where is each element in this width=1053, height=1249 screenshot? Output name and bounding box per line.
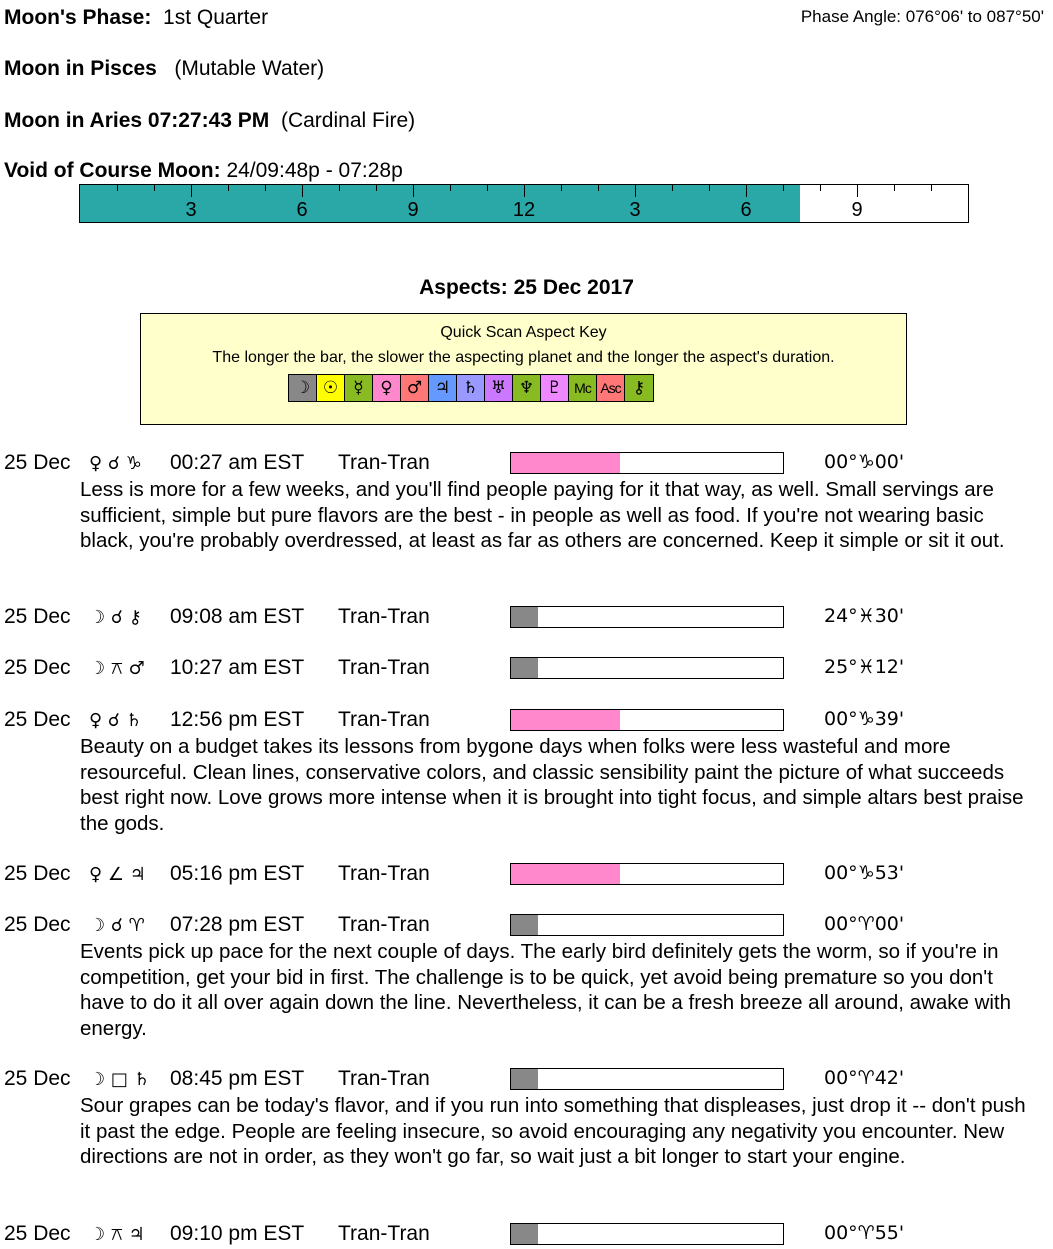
aspect-time: 00:27 am EST [170,451,305,474]
jupiter-icon: ♃ [429,375,457,401]
voc-tick [672,185,673,191]
aspect-degree: 25°♓12' [824,656,905,678]
voc-tick [894,185,895,191]
aspect-duration-bar [510,606,784,628]
aspect-time: 10:27 am EST [170,656,305,679]
aspect-date: 25 Dec [4,656,71,679]
aspect-type: Tran-Tran [338,708,430,731]
uranus-icon: ♅ [485,375,513,401]
aspect-entry-line [0,1222,1053,1248]
aspect-description: Less is more for a few weeks, and you'll find people paying for it that way, as well. Small servings are sufficient, simple but pure flavors are the best - in people as well as food. If you're not wearing basic black, you're probably overdressed, at least as far as others are concerned. Keep it simple or sit it out. [80,478,1005,553]
voc-tick-label: 6 [296,199,308,221]
aspect-date: 25 Dec [4,708,71,731]
aspect-duration-fill [511,1224,538,1244]
aspect-time: 09:08 am EST [170,605,305,628]
moon-phase-label: Moon's Phase: [4,6,152,29]
mars-icon: ♂ [401,375,429,401]
voc-tick [154,185,155,191]
voc-tick [820,185,821,191]
aspect-symbols: ☽ ☌ ⚷ [89,607,142,628]
aspect-entry [0,708,1053,835]
voc-tick-label: 9 [851,199,863,221]
aspect-entry [0,1222,1053,1248]
aspect-entry-line [0,1067,1053,1093]
aspect-degree: 00°♈55' [824,1222,905,1244]
aspect-entry-line [0,913,1053,939]
aspect-type: Tran-Tran [338,656,430,679]
aspect-duration-bar [510,1068,784,1090]
voc-tick [524,185,525,197]
voc-tick [265,185,266,191]
aspects-title: Aspects: 25 Dec 2017 [419,276,634,299]
moon-sign-element: (Mutable Water) [174,57,325,80]
aspect-entry-line [0,451,1053,477]
moon-ingress-element: (Cardinal Fire) [280,109,416,132]
moon-sign-row [4,57,324,81]
aspect-symbols: ♀ ∠ ♃ [89,864,146,885]
aspect-key-title: Quick Scan Aspect Key [440,324,607,341]
voc-tick-label: 6 [740,199,752,221]
aspect-duration-bar [510,863,784,885]
aspect-symbols: ☽ □ ♄ [89,1069,150,1090]
aspect-entry [0,451,1053,553]
aspect-date: 25 Dec [4,913,71,936]
aspect-duration-fill [511,607,538,627]
voc-tick [339,185,340,191]
moon-icon: ☽ [289,375,317,401]
aspect-key-box [140,313,907,425]
aspect-description: Events pick up pace for the next couple of days. The early bird definitely gets the worm, so if you're in competition, get your bid in first. The challenge is to be quick, yet avoid being premature so you don't have to do it all over again down the line. Nevertheless, it can be a fresh breeze all around, awake with energy. [80,940,1012,1040]
aspect-time: 12:56 pm EST [170,708,305,731]
aspect-duration-fill [511,864,620,884]
aspect-type: Tran-Tran [338,451,430,474]
voc-tick [709,185,710,191]
aspect-duration-fill [511,710,620,730]
aspect-time: 07:28 pm EST [170,913,305,936]
aspect-entry-line [0,708,1053,734]
voc-tick [561,185,562,191]
moon-sign-label: Moon in Pisces [4,57,157,80]
aspect-degree: 00°♑39' [824,708,905,730]
moon-phase-value: 1st Quarter [163,6,269,29]
aspect-duration-bar [510,452,784,474]
aspect-duration-fill [511,1069,538,1089]
aspect-duration-fill [511,658,538,678]
aspect-entry [0,605,1053,631]
aspect-duration-bar [510,1223,784,1245]
aspect-entry [0,862,1053,888]
pluto-icon: ♇ [541,375,569,401]
voc-tick [450,185,451,191]
aspect-date: 25 Dec [4,862,71,885]
aspect-key-glyph-row [288,374,654,402]
chiron-icon: ⚷ [625,375,653,401]
aspect-type: Tran-Tran [338,862,430,885]
neptune-icon: ♆ [513,375,541,401]
aspect-entry [0,913,1053,1040]
aspect-type: Tran-Tran [338,1067,430,1090]
aspect-symbols: ♀ ☌ ♑ [89,453,142,474]
aspect-type: Tran-Tran [338,913,430,936]
voc-tick [487,185,488,191]
voc-tick [746,185,747,197]
aspect-degree: 00°♑53' [824,862,905,884]
voc-tick [117,185,118,191]
voc-tick [413,185,414,197]
aspect-entry [0,656,1053,682]
aspect-entry [0,1067,1053,1169]
voc-tick [302,185,303,197]
aspect-degree: 00°♈42' [824,1067,905,1089]
aspect-duration-fill [511,453,620,473]
voc-tick-label: 9 [407,199,419,221]
aspect-symbols: ☽ ☌ ♈ [89,915,145,936]
voc-tick [931,185,932,191]
voc-tick-label: 12 [512,199,536,221]
voc-tick [635,185,636,197]
aspect-type: Tran-Tran [338,605,430,628]
void-of-course-bar [79,184,969,223]
aspect-duration-bar [510,709,784,731]
moon-phase-row [4,6,268,30]
voc-row [4,159,403,183]
aspect-key-description: The longer the bar, the slower the aspecting planet and the longer the aspect's duration. [212,349,835,366]
aspect-duration-bar [510,914,784,936]
aspect-description: Beauty on a budget takes its lessons from bygone days when folks were less wasteful and more resourceful. Clean lines, conservative colors, and classic sensibility paint the picture of what succeeds best right now. Love grows more intense when it is brought into tight focus, and simple altars best praise the gods. [80,735,1024,835]
aspect-time: 09:10 pm EST [170,1222,305,1245]
midheaven-icon: Mc [569,375,597,401]
aspect-date: 25 Dec [4,605,71,628]
phase-angle: Phase Angle: 076°06' to 087°50' [800,7,1044,26]
aspect-date: 25 Dec [4,1067,71,1090]
aspect-symbols: ♀ ☌ ♄ [89,710,142,731]
aspect-duration-bar [510,657,784,679]
ascendant-icon: Asc [597,375,625,401]
saturn-icon: ♄ [457,375,485,401]
aspect-entry-line [0,656,1053,682]
voc-value: 24/09:48p - 07:28p [226,159,403,182]
voc-tick-label: 3 [629,199,641,221]
aspect-description: Sour grapes can be today's flavor, and if you run into something that displeases, just drop it -- don't push it past the edge. People are feeling insecure, so avoid encouraging any negativity you encounter. New directions are not in order, as they won't go far, so wait just a bit longer to start your engine. [80,1094,1026,1169]
aspect-symbols: ☽ ⚻ ♃ [89,1224,145,1245]
voc-tick [376,185,377,191]
moon-ingress-row [4,109,415,133]
moon-ingress-label: Moon in Aries 07:27:43 PM [4,109,270,132]
aspect-time: 08:45 pm EST [170,1067,305,1090]
aspect-entry-line [0,862,1053,888]
sun-icon: ☉ [317,375,345,401]
mercury-icon: ☿ [345,375,373,401]
aspect-degree: 00°♑00' [824,451,905,473]
aspect-type: Tran-Tran [338,1222,430,1245]
aspect-date: 25 Dec [4,451,71,474]
aspect-duration-fill [511,915,538,935]
aspect-degree: 00°♈00' [824,913,905,935]
voc-label: Void of Course Moon: [4,159,221,182]
voc-tick [191,185,192,197]
venus-icon: ♀ [373,375,401,401]
aspect-time: 05:16 pm EST [170,862,305,885]
voc-tick-label: 3 [185,199,197,221]
voc-tick [857,185,858,197]
aspect-date: 25 Dec [4,1222,71,1245]
aspect-symbols: ☽ ⚻ ♂ [89,658,145,679]
aspect-entry-line [0,605,1053,631]
voc-tick [228,185,229,191]
aspect-degree: 24°♓30' [824,605,905,627]
voc-tick [783,185,784,191]
voc-tick [598,185,599,191]
